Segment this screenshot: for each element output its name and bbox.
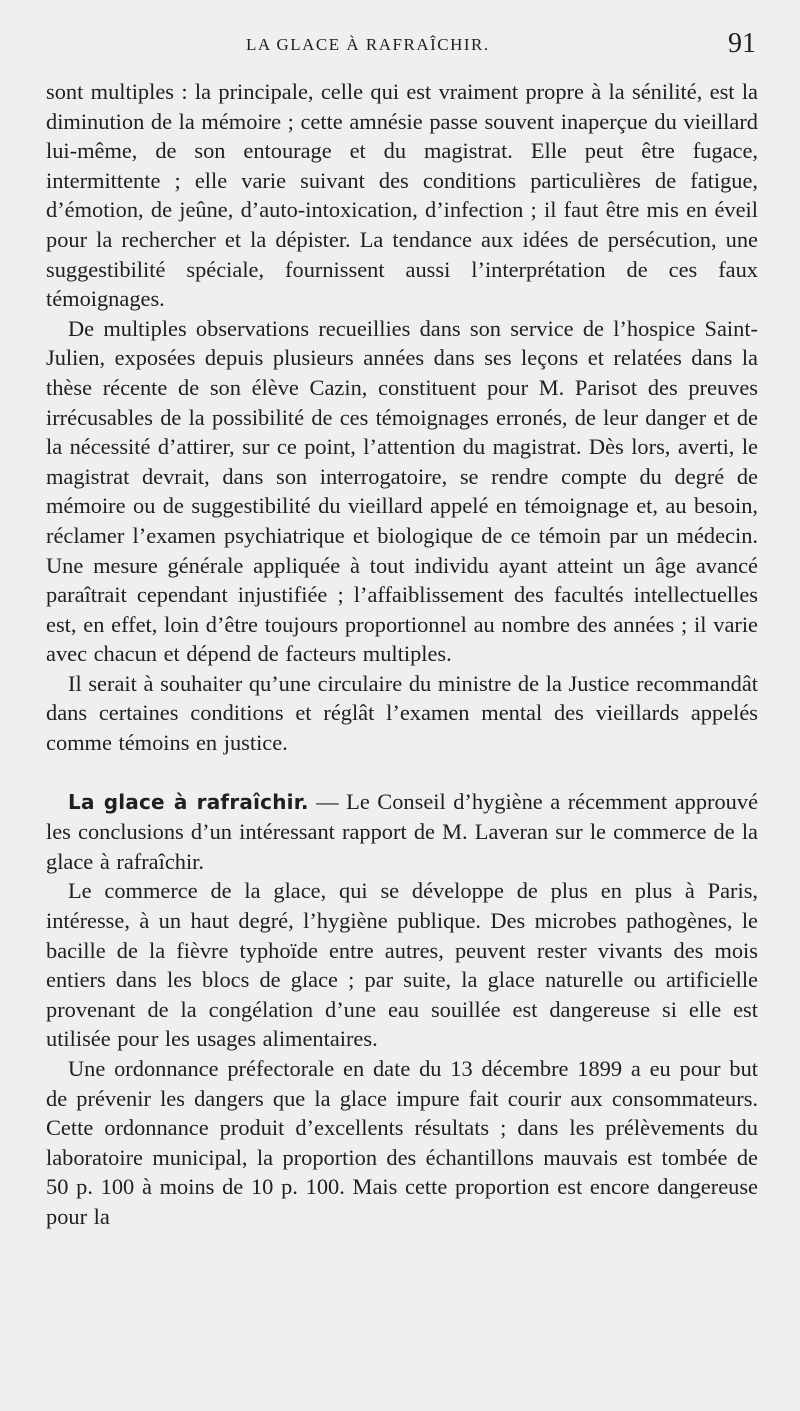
paragraph-circulaire: Il serait à souhaiter qu’une circulaire du ministre de la Justice recommandât dans certaines conditions et réglât l’examen mental des vieillards appelés comme témoins en justice. xyxy=(46,670,758,756)
paragraph-observations: De multiples observations recueillies dans son service de l’hospice Saint-Julien, exposées depuis plusieurs années dans ses leçons et relatées dans la thèse récente de son élève Cazin, constituent pour M. Parisot des preuves irrécusables de la possibilité de ces témoignages erronés, de leur danger et de la nécessité d’attirer, sur ce point, l’attention du magistrat. Dès lors, averti, le magistrat devrait, dans son interrogatoire, se rendre compte du degré de mémoire ou de suggestibilité du vieillard appelé en témoignage et, au besoin, réclamer l’examen psychiatrique et biologique de ce témoin par un médecin. Une mesure générale appliquée à tout individu ayant atteint un âge avancé paraîtrait cependant injustifiée ; l’affaiblissement des facultés intellectuelles est, en effet, loin d’être toujours proportionnel au nombre des années ; il varie avec chacun et dépend de facteurs multiples. xyxy=(46,315,758,667)
section-intro-text: — Le Conseil d’hygiène a récemment approuvé les conclusions d’un intéressant rapport de M. Laveran sur le commerce de la glace à rafraîchir. xyxy=(46,788,759,874)
running-title: LA GLACE À RAFRAÎCHIR. xyxy=(246,35,490,54)
paragraph-continuation: sont multiples : la principale, celle qui est vraiment propre à la sénilité, est la diminution de la mémoire ; cette amnésie passe souvent inaperçue du vieillard lui-même, de son entourage et du magistrat. Elle peut être fugace, intermittente ; elle varie suivant des conditions particulières de fatigue, d’émotion, de jeûne, d’auto-intoxication, d’infection ; il faut être mis en éveil pour la rechercher et la dépister. La tendance aux idées de persécution, une suggestibilité spéciale, fournissent aussi l’interprétation de ces faux témoignages. xyxy=(46,79,758,312)
paragraph-ordonnance: Une ordonnance préfectorale en date du 13 décembre 1899 a eu pour but de prévenir les dangers que la glace impure fait courir aux consommateurs. Cette ordonnance produit d’excellents résultats ; dans les prélèvements du laboratoire municipal, la proportion des échantillons mauvais est tombée de 50 p. 100 à moins de 10 p. 100. Mais cette proportion est encore dangereuse pour la xyxy=(46,1056,758,1229)
page-header xyxy=(48,30,756,66)
section-heading: La glace à rafraîchir. xyxy=(68,789,309,814)
page-number: 91 xyxy=(728,28,756,59)
body-text xyxy=(46,77,758,1232)
paragraph-glace-commerce: Le commerce de la glace, qui se développe de plus en plus à Paris, intéresse, à un haut degré, l’hygiène publique. Des microbes pathogènes, le bacille de la fièvre typhoïde entre autres, peuvent rester vivants des mois entiers dans les blocs de glace ; par suite, la glace naturelle ou artificielle provenant de la congélation d’une eau souillée est dangereuse si elle est utilisée pour les usages alimentaires. xyxy=(46,878,758,1052)
section-intro-paragraph xyxy=(46,787,758,877)
